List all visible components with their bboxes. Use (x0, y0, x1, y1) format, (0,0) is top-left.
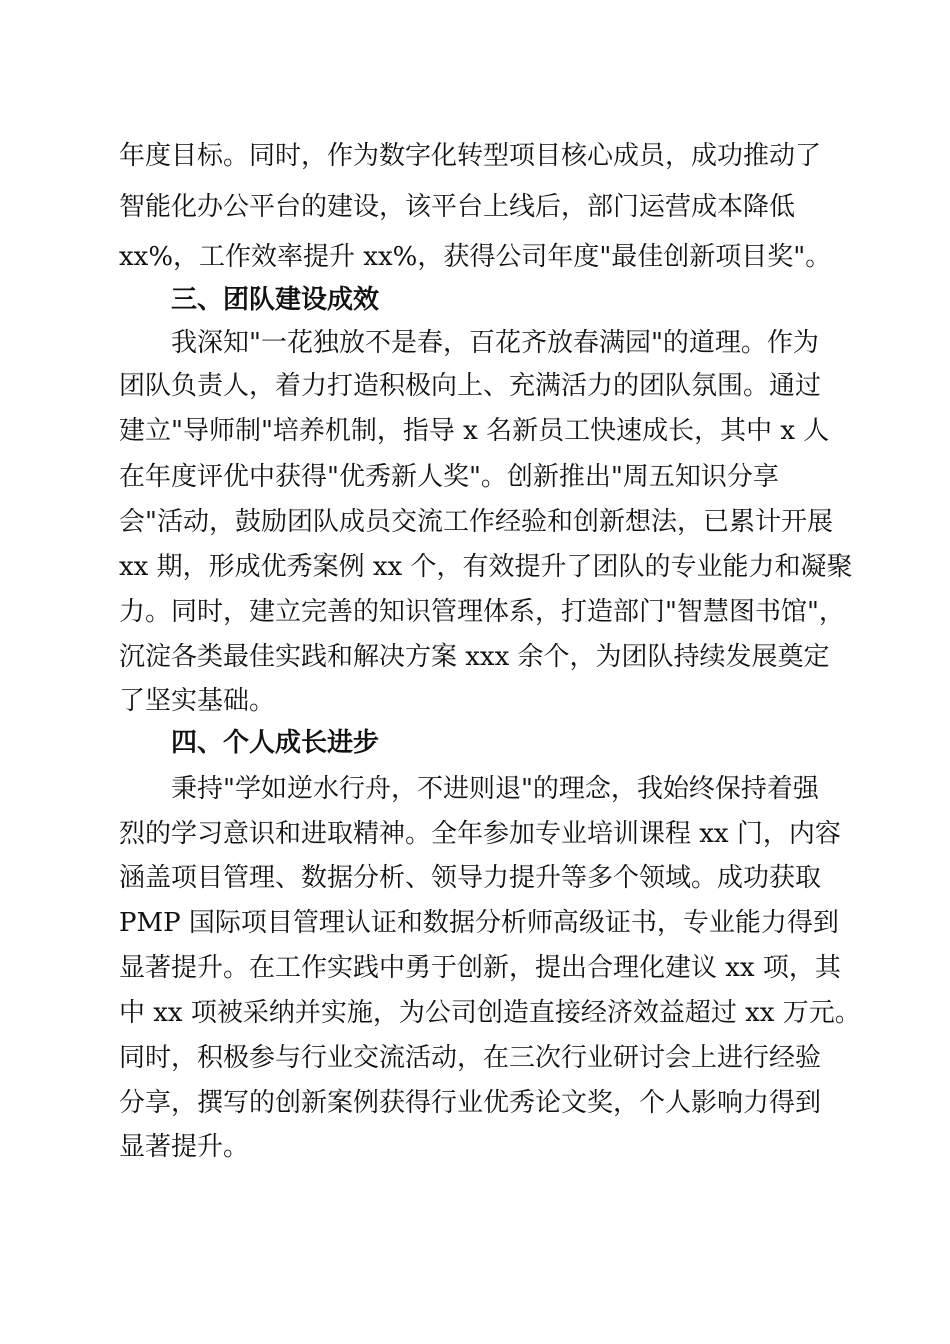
paragraph-line: xx 期，形成优秀案例 xx 个，有效提升了团队的专业能力和凝聚 (119, 552, 853, 582)
paragraph-line: 智能化办公平台的建设，该平台上线后，部门运营成本降低 (119, 192, 796, 222)
paragraph-line: 同时，积极参与行业交流活动，在三次行业研讨会上进行经验 (119, 1043, 822, 1073)
paragraph-line: 年度目标。同时，作为数字化转型项目核心成员，成功推动了 (119, 141, 822, 171)
paragraph-line: 建立"导师制"培养机制，指导 x 名新员工快速成长，其中 x 人 (119, 416, 830, 446)
paragraph-line: 会"活动，鼓励团队成员交流工作经验和创新想法，已累计开展 (119, 507, 833, 537)
paragraph-line: 涵盖项目管理、数据分析、领导力提升等多个领域。成功获取 (119, 863, 822, 893)
paragraph-line: PMP 国际项目管理认证和数据分析师高级证书，专业能力得到 (119, 908, 839, 938)
paragraph-line: 烈的学习意识和进取精神。全年参加专业培训课程 xx 门，内容 (119, 819, 841, 849)
paragraph-line: 中 xx 项被采纳并实施，为公司创造直接经济效益超过 xx 万元。 (119, 998, 861, 1028)
paragraph-line: xx%，工作效率提升 xx%，获得公司年度"最佳创新项目奖"。 (119, 242, 832, 272)
paragraph-line: 秉持"学如逆水行舟，不进则退"的理念，我始终保持着强 (171, 774, 819, 804)
paragraph-line: 沉淀各类最佳实践和解决方案 xxx 余个，为团队持续发展奠定 (119, 642, 830, 672)
paragraph-line: 分享，撰写的创新案例获得行业优秀论文奖，个人影响力得到 (119, 1088, 822, 1118)
paragraph-line: 了坚实基础。 (119, 686, 276, 716)
section-heading: 四、个人成长进步 (171, 728, 380, 758)
paragraph-line: 在年度评优中获得"优秀新人奖"。创新推出"周五知识分享 (119, 462, 779, 492)
paragraph-line: 我深知"一花独放不是春，百花齐放春满园"的道理。作为 (171, 328, 819, 358)
paragraph-line: 力。同时，建立完善的知识管理体系，打造部门"智慧图书馆"， (119, 597, 845, 627)
paragraph-line: 团队负责人，着力打造积极向上、充满活力的团队氛围。通过 (119, 371, 822, 401)
paragraph-line: 显著提升。 (119, 1132, 250, 1162)
paragraph-line: 显著提升。在工作实践中勇于创新，提出合理化建议 xx 项，其 (119, 953, 841, 983)
section-heading: 三、团队建设成效 (171, 285, 380, 315)
